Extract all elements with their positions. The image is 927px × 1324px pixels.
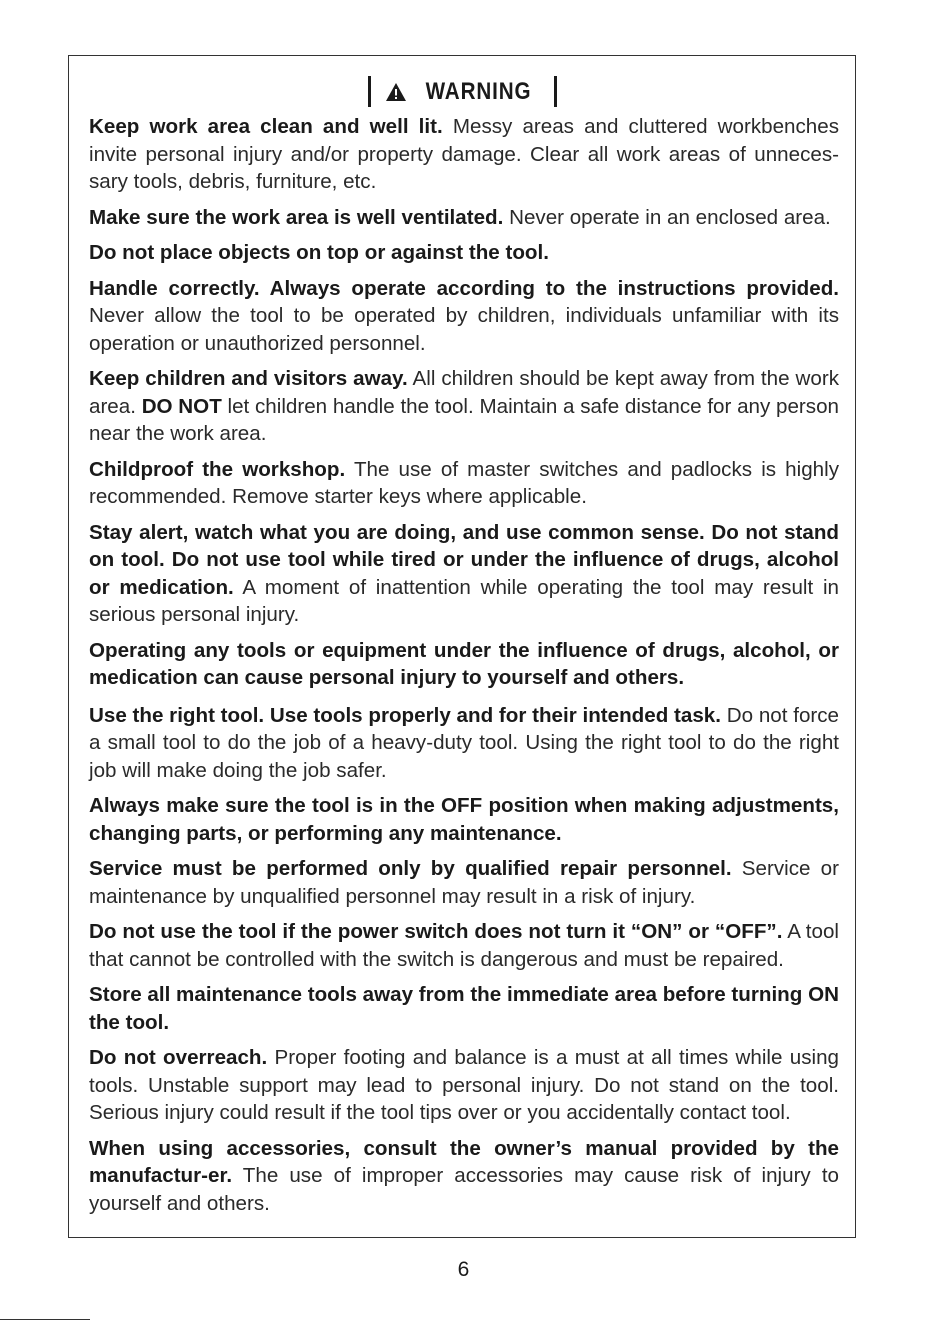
- rule-paragraph: [89, 637, 839, 692]
- warning-title: WARNING: [425, 77, 531, 105]
- rule-text: A tool that cannot be controlled with the switch is dangerous and must be repaired.: [89, 920, 840, 971]
- rule-lead: Use the right tool. Use tools properly and for their intended task.: [89, 703, 721, 727]
- rule-text: Never allow the tool to be operated by children, individuals unfamiliar with its operation or unauthorized personnel.: [89, 304, 839, 355]
- rule-lead: Do not place objects on top or against the tool.: [89, 241, 549, 264]
- rule-lead: Keep work area clean and well lit.: [89, 115, 443, 138]
- rule-text: Do not force a small tool to do the job of a heavy-duty tool. Using the right tool to do the right job will make doing the job safer.: [89, 703, 840, 782]
- rule-text: let children handle the tool. Maintain a safe distance for any person near the work area.: [89, 394, 839, 445]
- rule-paragraph: [89, 702, 839, 785]
- footer-rule: [0, 1319, 90, 1320]
- rule-paragraph: [89, 365, 839, 448]
- rule-paragraph: [89, 855, 839, 910]
- rule-lead: Keep children and visitors away.: [89, 367, 408, 390]
- rule-paragraph: [89, 918, 839, 973]
- rule-lead: Handle correctly. Always operate according to the instructions provided.: [89, 276, 839, 300]
- rule-text: Never operate in an enclosed area.: [503, 205, 831, 229]
- rule-lead: Do not use the tool if the power switch does not turn it “ON” or “OFF”.: [89, 920, 783, 943]
- rule-paragraph: [89, 275, 839, 358]
- rule-text: Proper footing and balance is a must at all times while using tools. Unstable support may lead to personal injury. Do not stand on the tool. Serious injury could result if the tool tips over or you accidentally contact tool.: [89, 1046, 839, 1124]
- rule-paragraph: [89, 239, 839, 267]
- rule-paragraph: [89, 456, 839, 511]
- rule-text: The use of master switches and padlocks is highly recommended. Remove starter keys where applicable.: [89, 457, 839, 508]
- rule-paragraph: [89, 981, 839, 1036]
- rule-lead: Store all maintenance tools away from the immediate area before turning ON the tool.: [89, 983, 839, 1034]
- rule-paragraph: [89, 113, 839, 196]
- warning-label-box: [368, 76, 557, 107]
- rule-text: All children should be kept away from the work area.: [89, 367, 839, 418]
- rule-paragraph: [89, 204, 839, 232]
- rule-emphasis: DO NOT: [141, 394, 222, 418]
- rule-paragraph: [89, 792, 839, 847]
- warning-header: [69, 76, 855, 107]
- rule-paragraph: [89, 519, 839, 629]
- rule-text: Service or maintenance by unqualified personnel may result in a risk of injury.: [89, 857, 839, 908]
- rule-lead: Service must be performed only by qualified repair personnel.: [89, 857, 732, 880]
- rule-lead: When using accessories, consult the owner’s manual provided by the manufactur-er.: [89, 1136, 839, 1187]
- rule-text: The use of improper accessories may cause risk of injury to yourself and others.: [89, 1164, 839, 1215]
- rule-lead: Always make sure the tool is in the OFF position when making adjustments, changing parts, or performing any maintenance.: [89, 794, 839, 845]
- rule-paragraph: [89, 1044, 839, 1127]
- warning-triangle-icon: [385, 82, 407, 102]
- rule-lead: Stay alert, watch what you are doing, and use common sense. Do not stand on tool. Do not use tool while tired or under the influence of drugs, alcohol or medication.: [89, 520, 839, 599]
- warning-frame: [68, 55, 856, 1238]
- rule-lead: Make sure the work area is well ventilated.: [89, 205, 504, 229]
- rule-lead: Childproof the workshop.: [89, 457, 346, 481]
- safety-rules-list: [89, 113, 839, 1225]
- rule-text: Messy areas and cluttered workbenches invite personal injury and/or property damage. Clear all work areas of unneces-sary tools, debris, furniture, etc.: [89, 115, 840, 193]
- rule-text: A moment of inattention while operating the tool may result in serious personal injury.: [89, 575, 839, 626]
- rule-lead: Operating any tools or equipment under the influence of drugs, alcohol, or medication can cause personal injury to yourself and others.: [89, 638, 839, 689]
- page-number: 6: [457, 1258, 470, 1281]
- rule-lead: Do not overreach.: [89, 1046, 268, 1069]
- rule-paragraph: [89, 1135, 839, 1218]
